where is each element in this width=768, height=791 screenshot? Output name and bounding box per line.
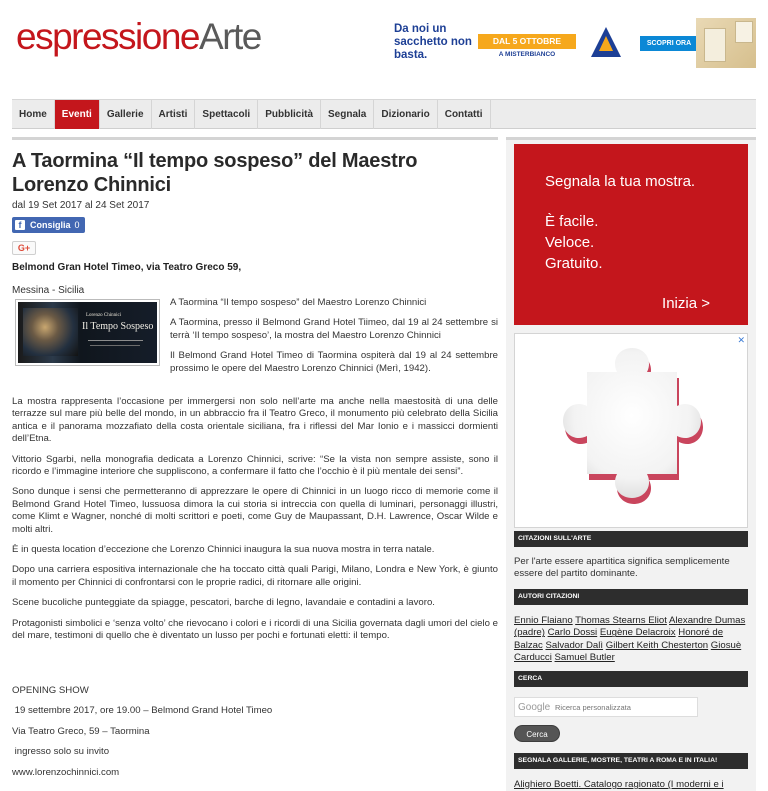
cerca-header: CERCA — [514, 671, 748, 687]
site-logo[interactable] — [16, 18, 261, 55]
banner-slogan: Da noi un sacchetto non basta. — [394, 23, 472, 61]
article-paragraph: Dopo una carriera espositiva internazionale che ha toccato città quali Parigi, Milano, Londra e New York, è giunto il momento per Chinnici di confrontarsi con le proprie radici, di ritornare alle origini. — [12, 564, 498, 588]
nav-eventi[interactable]: Eventi — [55, 100, 100, 129]
fb-like-count: 0 — [74, 220, 80, 230]
author-link[interactable]: Honoré de Balzac — [514, 627, 724, 651]
nav-gallerie[interactable]: Gallerie — [100, 100, 152, 129]
citazioni-header: CITAZIONI SULL'ARTE — [514, 531, 748, 547]
author-link[interactable]: Gilbert Keith Chesterton — [605, 639, 709, 651]
article-paragraph: La mostra rappresenta l’occasione per immergersi non solo nell’arte ma anche nella maestosità di una delle terrazze sul mare più belle del mondo, in un abbraccio fra il Teatro Greco, il monumento più celebrato della Sicilia antica e il panorama mozzafiato della costa orientale siciliana, fra i riflessi del Mar Ionio e i massicci dormienti dell’Etna. — [12, 396, 498, 445]
gallery-link[interactable]: Alighiero Boetti. Catalogo ragionato (I moderni e i — [514, 779, 724, 790]
event-poster-image[interactable] — [15, 299, 160, 366]
opening-address: Via Teatro Greco, 59 – Taormina — [12, 725, 150, 737]
main-nav — [12, 99, 756, 129]
article-paragraph: Il Belmond Grand Hotel Timeo di Taormina ospiterà dal 19 al 24 settembre prossimo le opere del Maestro Lorenzo Chinnici (Merì, 1942). — [170, 350, 498, 374]
poster-figure — [23, 308, 78, 356]
citazione-text: Per l'arte essere apartitica significa semplicemente essere del partito dominante. — [514, 556, 730, 580]
nav-pubblicita[interactable]: Pubblicità — [258, 100, 321, 129]
ad-close-icon[interactable]: ✕ — [737, 335, 745, 345]
article-paragraph: Protagonisti simbolici e ‘senza volto’ che rievocano i colori e i ricordi di una Sicilia governata dagli umori del cielo e del mare, testimoni di quello che è diventato un lusso per pochi e fortunati eletti: il tempo. — [12, 617, 498, 642]
segnala-mostra-ad[interactable] — [514, 144, 748, 325]
event-venue: Belmond Gran Hotel Timeo, via Teatro Greco 59, — [12, 262, 242, 273]
logo-part1: espressione — [16, 16, 200, 57]
nav-artisti[interactable]: Artisti — [152, 100, 196, 129]
article-paragraph: Vittorio Sgarbi, nella monografia dedicata a Lorenzo Chinnici, scrive: “Se la vista non sempre assiste, sono il ricordo e l’immagine interiore che suppliscono, a confermare il fatto che l’occhio è il più mentale dei sensi”. — [12, 453, 498, 478]
facebook-icon: f — [15, 220, 25, 230]
header — [0, 0, 768, 95]
top-banner-ad[interactable] — [390, 18, 756, 68]
author-link[interactable]: Carlo Dossi — [547, 627, 598, 639]
ad-heading: Segnala la tua mostra. — [545, 173, 696, 190]
event-city: Messina - Sicilia — [12, 285, 85, 296]
banner-bags-image — [696, 18, 756, 68]
puzzle-ad[interactable] — [514, 333, 748, 528]
nav-home[interactable]: Home — [12, 100, 55, 129]
article-body — [12, 396, 498, 651]
opening-invite: ingresso solo su invito — [12, 746, 110, 758]
author-link[interactable]: Giosuè Carducci — [514, 639, 742, 664]
event-dates: dal 19 Set 2017 al 24 Set 2017 — [12, 200, 150, 211]
search-box — [514, 697, 698, 717]
segnala-header: SEGNALA GALLERIE, MOSTRE, TEATRI A ROMA E IN ITALIA! — [514, 753, 748, 769]
divider — [12, 137, 498, 140]
article-paragraph: Sono dunque i sensi che permetteranno di apprezzare le opere di Chinnici in un luogo ricco di memorie come il Belmond Grand Hotel Timeo, lussuosa dimora la cui storia si intreccia con quella di luminari, personaggi illustri, come Klimt e Wagner, nonché di molti scrittori e poeti, come Guy de Maupassant, D.H. Lawrence, Oscar Wilde e molti altri. — [12, 486, 498, 535]
divider — [506, 137, 756, 140]
search-button[interactable]: Cerca — [514, 725, 560, 742]
opening-title: OPENING SHOW — [12, 685, 89, 696]
opening-show — [12, 685, 498, 779]
article-paragraph: È in questa location d’eccezione che Lorenzo Chinnici inaugura la sua nuova mostra in terra natale. — [12, 544, 435, 556]
banner-date: DAL 5 OTTOBRE — [478, 34, 576, 49]
ad-line: Gratuito. — [545, 255, 603, 272]
author-link[interactable]: Salvador Dalì — [545, 639, 604, 651]
google-label: Google — [518, 701, 551, 713]
nav-contatti[interactable]: Contatti — [438, 100, 491, 129]
grande-a-logo-icon — [588, 25, 624, 61]
author-link[interactable]: Thomas Stearns Eliot — [575, 615, 667, 626]
sidebar — [506, 137, 756, 791]
website-link[interactable]: www.lorenzochinnici.com — [12, 766, 120, 778]
opening-date: 19 settembre 2017, ore 19.00 – Belmond Grand Hotel Timeo — [12, 705, 273, 717]
facebook-like-button[interactable] — [12, 217, 85, 233]
nav-spettacoli[interactable]: Spettacoli — [195, 100, 258, 129]
autori-header: AUTORI CITAZIONI — [514, 589, 748, 605]
authors-list — [514, 615, 748, 665]
author-link[interactable]: Eugène Delacroix — [599, 627, 676, 639]
page-title: A Taormina “Il tempo sospeso” del Maestro Lorenzo Chinnici — [12, 150, 418, 196]
fb-like-label: Consiglia — [30, 220, 71, 230]
ad-lines — [545, 211, 603, 274]
nav-segnala[interactable]: Segnala — [321, 100, 374, 129]
ad-line: È facile. — [545, 213, 599, 230]
logo-part2: Arte — [199, 16, 261, 57]
puzzle-piece-icon — [515, 334, 749, 529]
search-input[interactable] — [555, 703, 690, 712]
author-link[interactable]: Samuel Butler — [554, 652, 615, 664]
banner-location: A MISTERBIANCO — [498, 51, 556, 58]
ad-line: Veloce. — [545, 234, 595, 251]
author-link[interactable]: Alexandre Dumas (padre) — [514, 615, 746, 639]
poster-title: Il Tempo Sospeso — [82, 321, 154, 332]
intro-block — [170, 297, 498, 383]
article — [12, 137, 498, 778]
google-plus-button[interactable]: G+ — [12, 241, 36, 255]
intro-title: A Taormina “Il tempo sospeso” del Maestro Lorenzo Chinnici — [170, 297, 427, 308]
author-link[interactable]: Ennio Flaiano — [514, 615, 573, 626]
article-paragraph: A Taormina, presso il Belmond Grand Hotel Tiimeo, dal 19 al 24 settembre si terrà ‘Il tempo sospeso’, la mostra del Maestro Lorenzo Chinnici — [170, 317, 498, 341]
ad-cta-link[interactable]: Inizia > — [662, 295, 710, 312]
banner-scopri-button[interactable]: SCOPRI ORA — [640, 36, 698, 51]
article-paragraph: Scene bucoliche punteggiate da spiagge, pescatori, barche di legno, lavandaie e contadini a lavoro. — [12, 597, 435, 609]
poster-artist: Lorenzo Chinnici — [86, 313, 122, 318]
nav-dizionario[interactable]: Dizionario — [374, 100, 437, 129]
